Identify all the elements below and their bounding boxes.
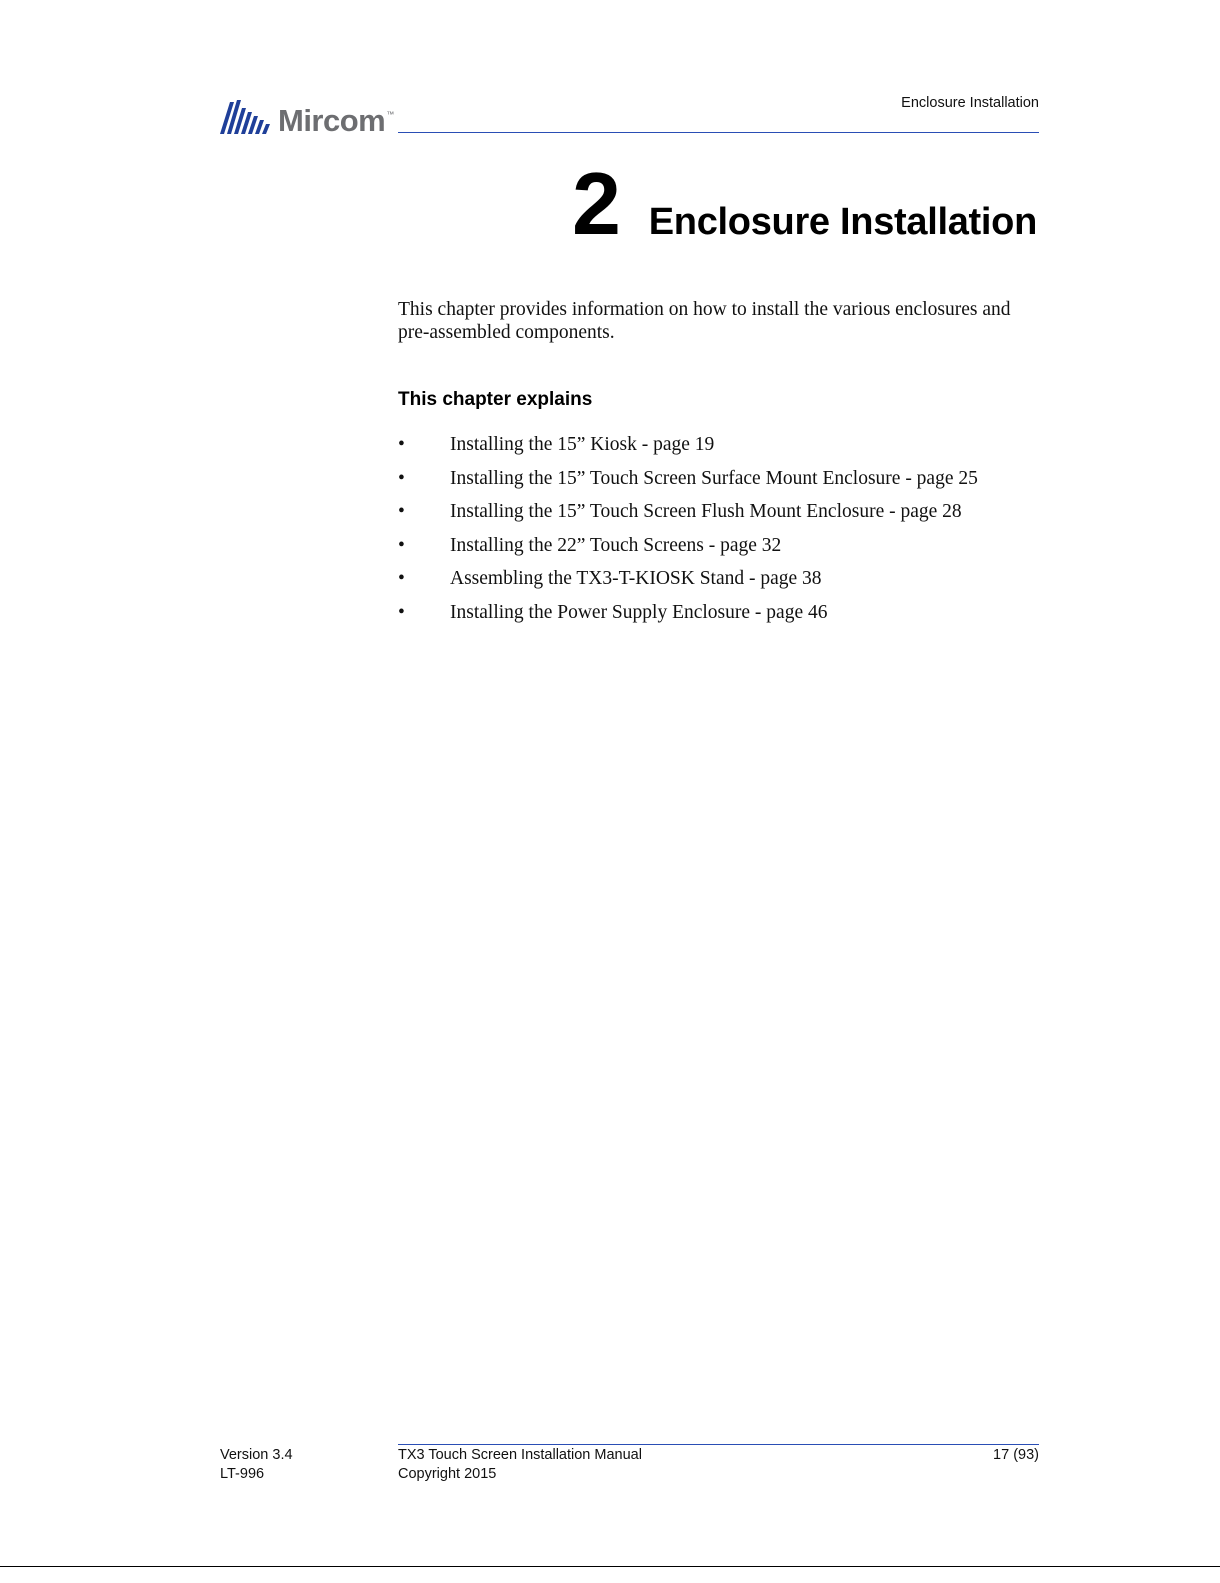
footer-page-number: 17 (93) bbox=[993, 1447, 1039, 1463]
bullet-icon: • bbox=[398, 568, 405, 589]
intro-paragraph: This chapter provides information on how to install the various enclosures and pre-assembled components. bbox=[398, 299, 1011, 343]
footer-manual-title: TX3 Touch Screen Installation Manual bbox=[398, 1447, 642, 1463]
header-rule bbox=[398, 132, 1039, 133]
bullet-icon: • bbox=[398, 534, 405, 556]
list-item[interactable] bbox=[398, 499, 978, 533]
bullet-icon: • bbox=[398, 501, 405, 522]
list-item-text: Installing the 22” Touch Screens - page 32 bbox=[450, 534, 782, 556]
list-item[interactable] bbox=[398, 466, 978, 500]
running-header-title: Enclosure Installation bbox=[901, 95, 1039, 111]
bullet-icon: • bbox=[398, 467, 405, 489]
footer-copyright: Copyright 2015 bbox=[398, 1466, 497, 1482]
logo-wordmark: Mircom bbox=[278, 103, 386, 138]
logo-trademark: ™ bbox=[386, 110, 395, 119]
chapter-contents-list bbox=[398, 432, 978, 633]
bullet-icon: • bbox=[398, 601, 405, 623]
chapter-number: 2 bbox=[572, 154, 621, 253]
section-heading: This chapter explains bbox=[398, 389, 593, 410]
list-item-text: Installing the Power Supply Enclosure - page 46 bbox=[450, 601, 828, 623]
mircom-logo-stripes-icon bbox=[220, 100, 272, 134]
list-item[interactable] bbox=[398, 432, 978, 466]
bullet-icon: • bbox=[398, 434, 405, 455]
list-item[interactable] bbox=[398, 566, 978, 600]
list-item-text: Installing the 15” Touch Screen Surface Mount Enclosure - page 25 bbox=[450, 467, 978, 489]
footer-version: Version 3.4 bbox=[220, 1447, 293, 1463]
list-item[interactable] bbox=[398, 533, 978, 567]
footer-document-id: LT-996 bbox=[220, 1466, 265, 1482]
list-item[interactable] bbox=[398, 600, 978, 634]
list-item-text: Installing the 15” Touch Screen Flush Mount Enclosure - page 28 bbox=[450, 501, 962, 522]
page-bottom-edge bbox=[0, 1566, 1220, 1567]
list-item-text: Installing the 15” Kiosk - page 19 bbox=[450, 434, 715, 455]
footer-rule bbox=[398, 1444, 1039, 1445]
chapter-title: Enclosure Installation bbox=[648, 201, 1037, 243]
list-item-text: Assembling the TX3-T-KIOSK Stand - page 38 bbox=[450, 568, 822, 589]
mircom-logo bbox=[220, 98, 395, 138]
